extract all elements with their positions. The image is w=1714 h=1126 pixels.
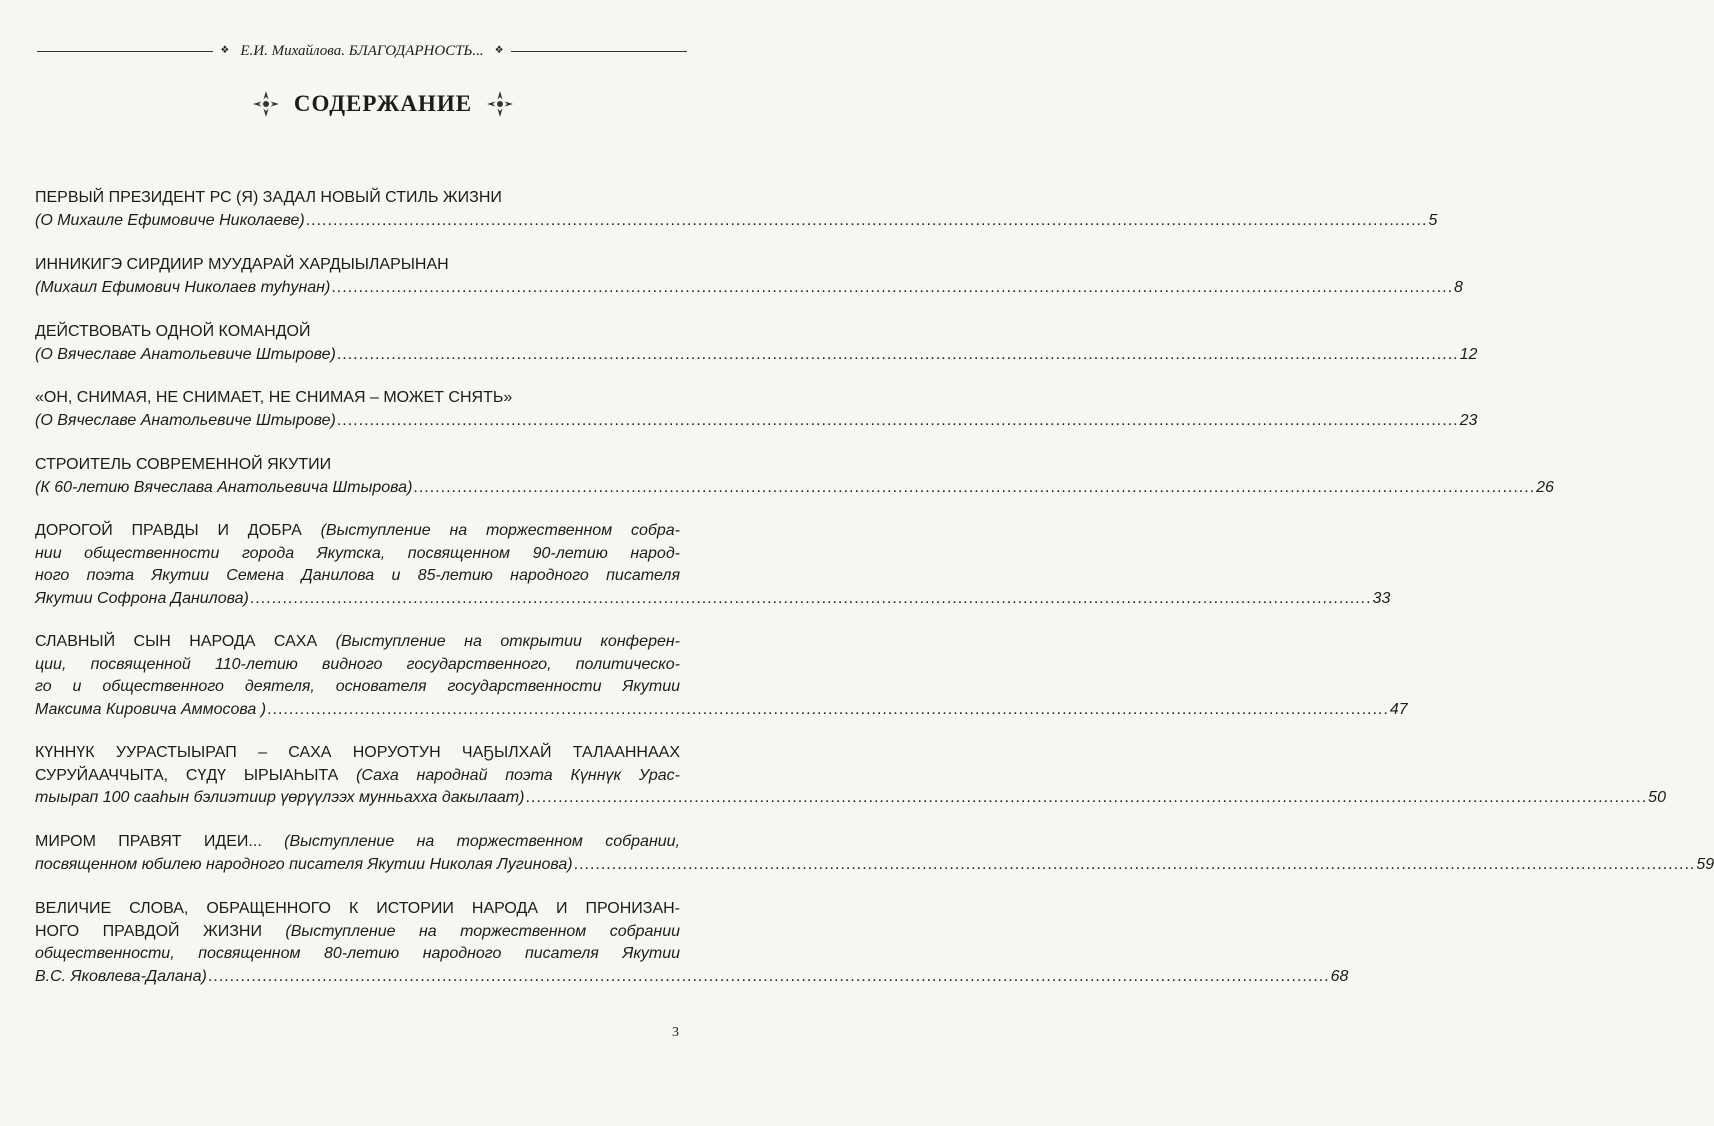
page-title: СОДЕРЖАНИЕ — [293, 91, 473, 116]
toc-entry[interactable] — [35, 454, 1554, 499]
entry-last-line — [35, 787, 1666, 810]
entry-last-line — [35, 588, 1391, 611]
entry-mixed-line — [35, 765, 680, 788]
entry-title: СТРОИТЕЛЬ СОВРЕМЕННОЙ ЯКУТИИ — [35, 456, 332, 473]
entry-subtitle: (К 60-летию Вячеслава Анатольевича Штырова) — [35, 478, 413, 496]
entry-title: «ОН, СНИМАЯ, НЕ СНИМАЕТ, НЕ СНИМАЯ – МОЖЕТ СНЯТЬ» — [35, 389, 513, 406]
page-ref: 50 — [1648, 789, 1666, 806]
entry-first-line — [35, 631, 680, 654]
toc-entry[interactable] — [35, 742, 1666, 810]
entry-last-line — [35, 344, 1478, 367]
entry-description: В.С. Яковлева-Далана) — [35, 967, 207, 985]
dot-leader: .............................................................................................................................................................................................................. — [336, 411, 1459, 429]
entry-last-line — [35, 477, 1554, 500]
entry-mixed-line — [35, 921, 680, 944]
ornament-right-icon — [486, 90, 514, 118]
page-ref: 8 — [1454, 278, 1463, 296]
entry-description: Якутии Софрона Данилова) — [35, 589, 249, 607]
entry-description: (Выступление на торжественном собрании — [285, 922, 681, 940]
entry-subtitle: (Михаил Ефимович Николаев туһунан) — [35, 278, 331, 296]
page-ref: 23 — [1459, 411, 1478, 429]
dot-leader: .............................................................................................................................................................................................................. — [331, 278, 1454, 296]
entry-description-line: ного поэта Якутии Семена Данилова и 85-летию народного писателя — [35, 567, 680, 584]
entry-subtitle: (О Михаиле Ефимовиче Николаеве) — [35, 211, 305, 229]
header-rule-left — [37, 51, 213, 52]
entry-description: Максима Кировича Аммосова ) — [35, 700, 267, 718]
running-title: Е.И. Михайлова. БЛАГОДАРНОСТЬ... — [240, 42, 484, 59]
entry-title: СЛАВНЫЙ СЫН НАРОДА САХА — [35, 633, 318, 650]
dot-leader: .............................................................................................................................................................................................................. — [525, 789, 1648, 806]
entry-description: (Выступление на торжественном собрании, — [284, 833, 680, 850]
entry-last-line — [35, 210, 1438, 233]
diamond-ornament-icon: ❖ — [494, 45, 504, 56]
entry-title: КҮННҮК УУРАСТЫЫРАП – САХА НОРУОТУН ЧАҔЫЛХАЙ ТАЛААННААХ — [35, 744, 680, 761]
entry-description: тыырап 100 сааһын бэлиэтиир үөрүүлээх мунньахха дакылаат) — [35, 789, 525, 806]
entry-title: МИРОМ ПРАВЯТ ИДЕИ... — [35, 833, 262, 850]
entry-title: ДЕЙСТВОВАТЬ ОДНОЙ КОМАНДОЙ — [35, 323, 311, 340]
entry-last-line — [35, 854, 1714, 877]
page-ref: 33 — [1372, 589, 1391, 607]
entry-last-line — [35, 699, 1408, 722]
entry-last-line — [35, 966, 1349, 989]
entry-title: ДОРОГОЙ ПРАВДЫ И ДОБРА — [35, 522, 302, 539]
entry-last-line — [35, 410, 1478, 433]
toc-entry[interactable] — [35, 187, 1438, 232]
entry-subtitle: (О Вячеславе Анатольевиче Штырове) — [35, 411, 336, 429]
toc-entry[interactable] — [35, 898, 1349, 988]
toc-entry[interactable] — [35, 831, 1714, 876]
toc-entry[interactable] — [35, 254, 1463, 299]
running-header — [37, 40, 687, 62]
toc-entry[interactable] — [35, 520, 1391, 610]
page-ref: 26 — [1536, 478, 1554, 496]
dot-leader: .............................................................................................................................................................................................................. — [573, 855, 1696, 873]
entry-description: (Выступление на торжественном собра- — [320, 522, 680, 539]
dot-leader: .............................................................................................................................................................................................................. — [336, 345, 1459, 363]
entry-title-cont: СУРУЙААЧЧЫТА, СҮДҮ ЫРЫАҺЫТА — [35, 766, 339, 784]
entry-description: (Саха народнай поэта Күннүк Урас- — [356, 766, 681, 784]
dot-leader: .............................................................................................................................................................................................................. — [305, 211, 1428, 229]
page-ref: 68 — [1330, 967, 1349, 985]
entry-title: ПЕРВЫЙ ПРЕЗИДЕНТ РС (Я) ЗАДАЛ НОВЫЙ СТИЛЬ ЖИЗНИ — [35, 189, 502, 206]
entry-description: посвященном юбилею народного писателя Якутии Николая Лугинова) — [35, 855, 573, 873]
entry-title-cont: НОГО ПРАВДОЙ ЖИЗНИ — [35, 922, 262, 940]
header-rule-right — [511, 51, 687, 52]
dot-leader: .............................................................................................................................................................................................................. — [413, 478, 1536, 496]
entry-first-line — [35, 831, 680, 854]
page-ref: 59 — [1696, 855, 1714, 873]
dot-leader: .............................................................................................................................................................................................................. — [249, 589, 1372, 607]
diamond-ornament-icon: ❖ — [220, 45, 230, 56]
page-ref: 47 — [1389, 700, 1408, 718]
toc-entry[interactable] — [35, 387, 1478, 432]
dot-leader: .............................................................................................................................................................................................................. — [267, 700, 1389, 718]
entry-description: (Выступление на открытии конферен- — [335, 633, 681, 650]
toc-entry[interactable] — [35, 321, 1478, 366]
dot-leader: .............................................................................................................................................................................................................. — [207, 967, 1330, 985]
title-row — [0, 90, 766, 118]
page-ref: 12 — [1459, 345, 1478, 363]
page-ref: 5 — [1428, 211, 1438, 229]
entry-description-line: нии общественности города Якутска, посвященном 90-летию народ- — [35, 544, 680, 562]
entry-title: ИННИКИГЭ СИРДИИР МУУДАРАЙ ХАРДЫЫЛАРЫНАН — [35, 256, 449, 273]
entry-last-line — [35, 277, 1463, 300]
toc-entry[interactable] — [35, 631, 1408, 721]
entry-subtitle: (О Вячеславе Анатольевиче Штырове) — [35, 345, 336, 363]
ornament-left-icon — [252, 90, 280, 118]
entry-description-line: го и общественного деятеля, основателя государственности Якутии — [35, 678, 680, 695]
entry-description-line: ции, посвященной 110-летию видного государственного, политическо- — [35, 655, 680, 673]
entry-first-line — [35, 520, 680, 543]
entry-description-line: общественности, посвященном 80-летию народного писателя Якутии — [35, 945, 680, 962]
entry-title: ВЕЛИЧИЕ СЛОВА, ОБРАЩЕННОГО К ИСТОРИИ НАРОДА И ПРОНИЗАН- — [35, 900, 680, 917]
page-number: 3 — [672, 1025, 679, 1040]
